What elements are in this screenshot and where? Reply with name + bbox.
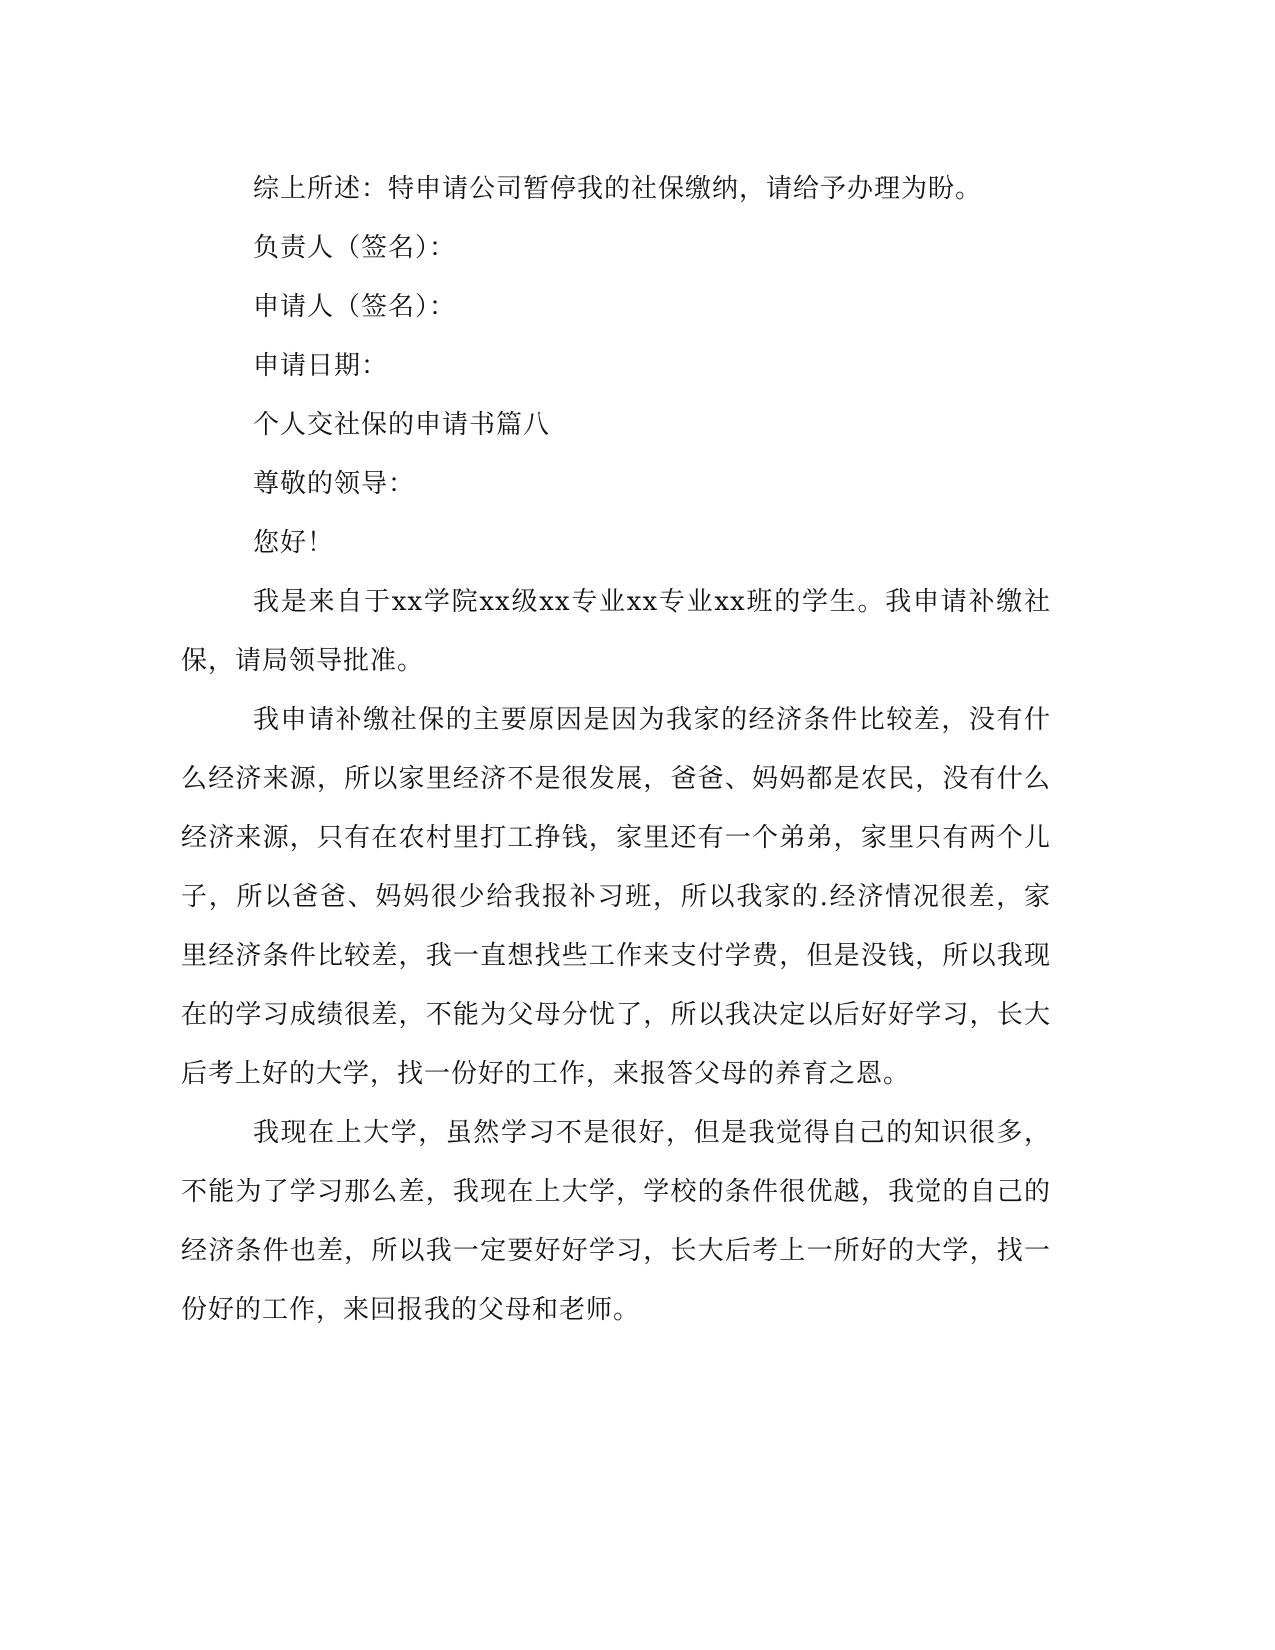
body-paragraph-reason: 我申请补缴社保的主要原因是因为我家的经济条件比较差，没有什么经济来源，所以家里经济不是很发展，爸爸、妈妈都是农民，没有什么经济来源，只有在农村里打工挣钱，家里还有一个弟弟，家里只有两个儿子，所以爸爸、妈妈很少给我报补习班，所以我家的.经济情况很差，家里经济条件比较差，我一直想找些工作来支付学费，但是没钱，所以我现在的学习成绩很差，不能为父母分忧了，所以我决定以后好好学习，长大后考上好的大学，找一份好的工作，来报答父母的养育之恩。 bbox=[181, 705, 1051, 1089]
body-paragraph-resolve: 我现在上大学，虽然学习不是很好，但是我觉得自己的知识很多，不能为了学习那么差，我现在上大学，学校的条件很优越，我觉的自己的经济条件也差，所以我一定要好好学习，长大后考上一所好的大学，找一份好的工作，来回报我的父母和老师。 bbox=[181, 1118, 1051, 1325]
greeting-line: 您好！ bbox=[253, 528, 335, 558]
summary-line: 综上所述：特申请公司暂停我的社保缴纳，请给予办理为盼。 bbox=[253, 174, 983, 204]
document-body bbox=[181, 160, 1051, 1340]
salutation-line: 尊敬的领导： bbox=[253, 469, 416, 499]
application-date-line: 申请日期： bbox=[253, 351, 389, 381]
section-heading: 个人交社保的申请书篇八 bbox=[253, 410, 551, 440]
applicant-signature-line: 申请人（签名）： bbox=[253, 292, 457, 322]
body-paragraph-intro: 我是来自于xx学院xx级xx专业xx专业xx班的学生。我申请补缴社保，请局领导批准。 bbox=[181, 587, 1051, 676]
supervisor-signature-line: 负责人（签名）： bbox=[253, 233, 457, 263]
